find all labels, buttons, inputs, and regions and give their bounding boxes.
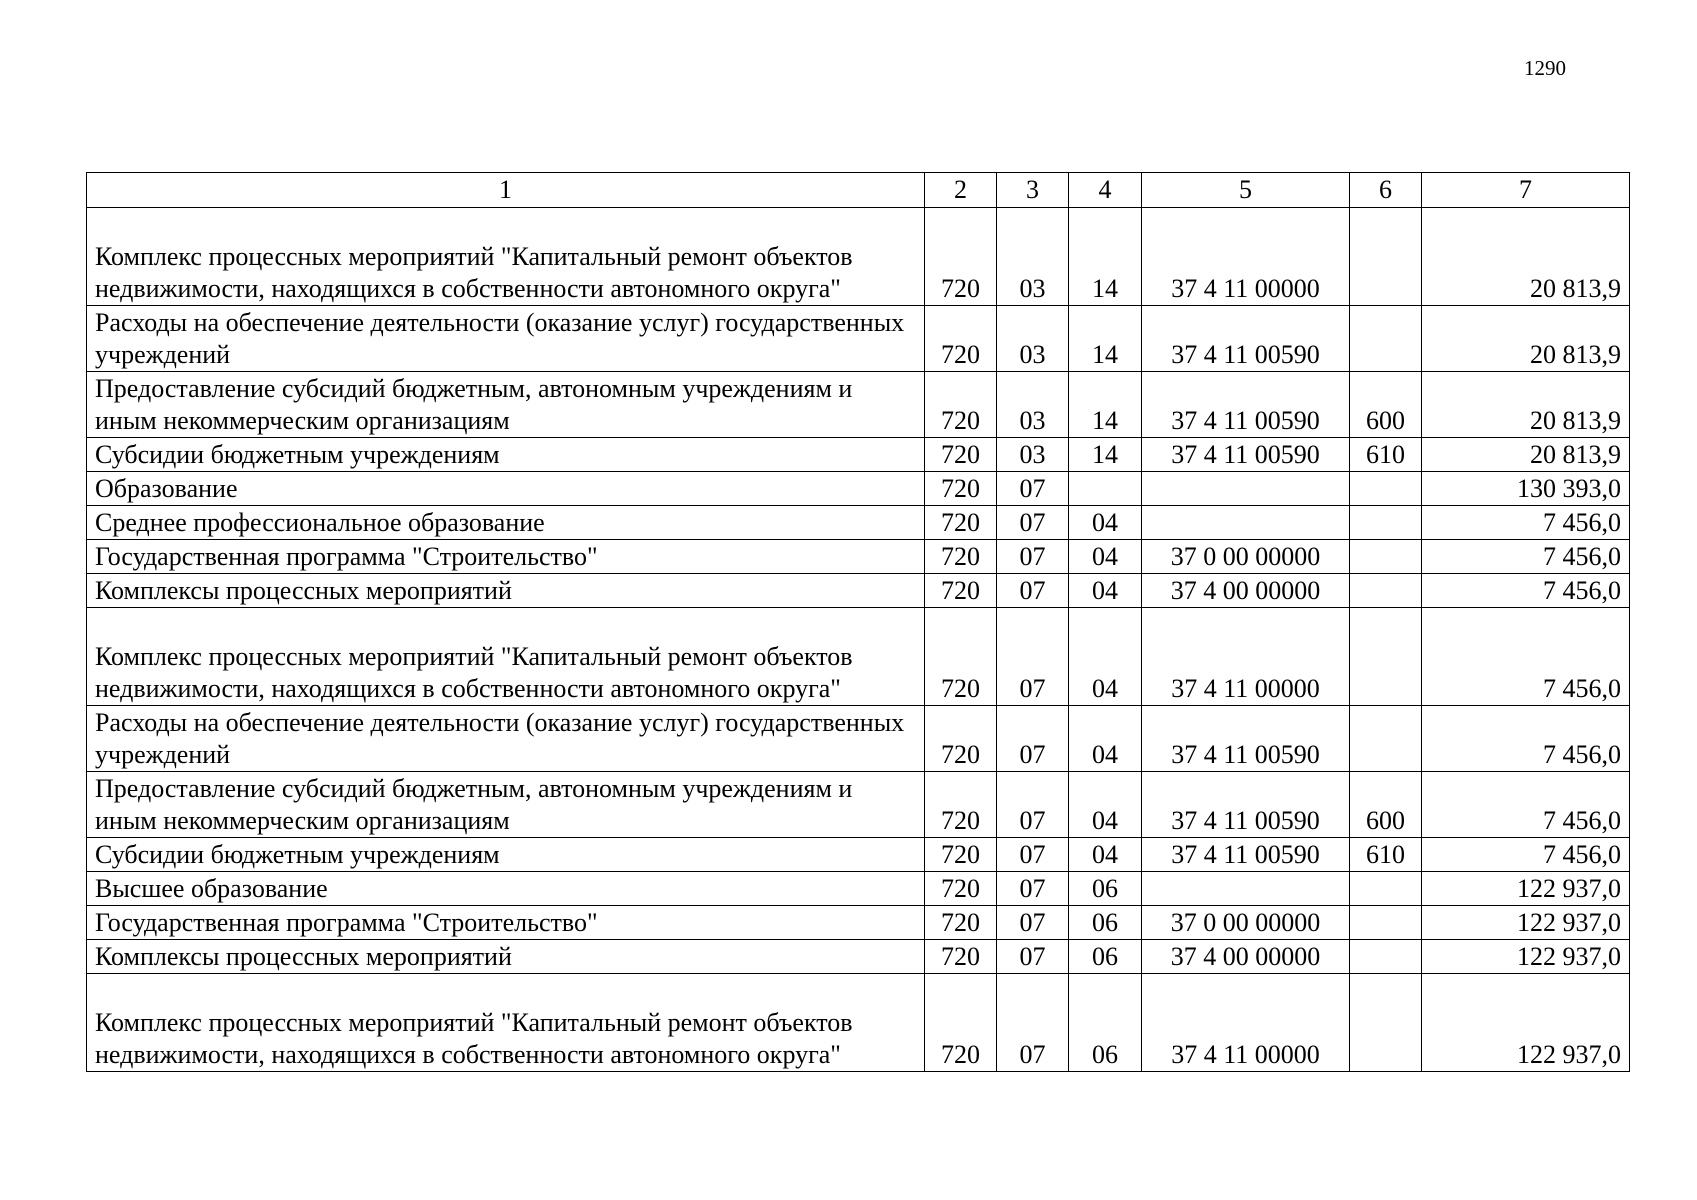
column-header-5: 5 bbox=[1142, 173, 1350, 208]
code-expense-type: 600 bbox=[1350, 372, 1422, 438]
code-subsection: 14 bbox=[1069, 372, 1142, 438]
code-subsection: 04 bbox=[1069, 838, 1142, 872]
row-name: Комплекс процессных мероприятий "Капитальный ремонт объектов недвижимости, находящихся в собственности автономного округа" bbox=[87, 608, 925, 706]
code-section: 07 bbox=[997, 940, 1069, 974]
row-name: Высшее образование bbox=[87, 872, 925, 906]
code-target-article: 37 4 11 00590 bbox=[1142, 706, 1350, 772]
row-amount: 7 456,0 bbox=[1422, 838, 1630, 872]
row-amount: 7 456,0 bbox=[1422, 706, 1630, 772]
code-subsection bbox=[1069, 472, 1142, 506]
code-ministry: 720 bbox=[925, 608, 997, 706]
row-amount: 122 937,0 bbox=[1422, 940, 1630, 974]
code-expense-type bbox=[1350, 872, 1422, 906]
code-target-article: 37 4 11 00590 bbox=[1142, 838, 1350, 872]
code-expense-type bbox=[1350, 608, 1422, 706]
header-row bbox=[87, 173, 1630, 208]
code-section: 07 bbox=[997, 906, 1069, 940]
code-ministry: 720 bbox=[925, 906, 997, 940]
code-subsection: 06 bbox=[1069, 906, 1142, 940]
code-target-article: 37 0 00 00000 bbox=[1142, 540, 1350, 574]
row-amount: 7 456,0 bbox=[1422, 608, 1630, 706]
row-amount: 20 813,9 bbox=[1422, 306, 1630, 372]
code-subsection: 04 bbox=[1069, 706, 1142, 772]
table-row bbox=[87, 574, 1630, 608]
row-name: Комплекс процессных мероприятий "Капитальный ремонт объектов недвижимости, находящихся в собственности автономного округа" bbox=[87, 974, 925, 1072]
code-target-article bbox=[1142, 506, 1350, 540]
code-subsection: 04 bbox=[1069, 772, 1142, 838]
code-ministry: 720 bbox=[925, 772, 997, 838]
row-name: Образование bbox=[87, 472, 925, 506]
code-expense-type bbox=[1350, 306, 1422, 372]
code-expense-type bbox=[1350, 706, 1422, 772]
code-section: 07 bbox=[997, 838, 1069, 872]
row-name: Среднее профессиональное образование bbox=[87, 506, 925, 540]
code-section: 07 bbox=[997, 472, 1069, 506]
row-name: Комплексы процессных мероприятий bbox=[87, 574, 925, 608]
table-row bbox=[87, 872, 1630, 906]
row-name: Предоставление субсидий бюджетным, автономным учреждениям и иным некоммерческим организациям bbox=[87, 372, 925, 438]
column-header-1: 1 bbox=[87, 173, 925, 208]
table-row bbox=[87, 772, 1630, 838]
code-subsection: 04 bbox=[1069, 608, 1142, 706]
code-subsection: 04 bbox=[1069, 540, 1142, 574]
table-row bbox=[87, 838, 1630, 872]
table-row bbox=[87, 208, 1630, 306]
code-section: 07 bbox=[997, 540, 1069, 574]
code-expense-type: 610 bbox=[1350, 838, 1422, 872]
code-expense-type bbox=[1350, 906, 1422, 940]
row-amount: 20 813,9 bbox=[1422, 372, 1630, 438]
code-section: 07 bbox=[997, 706, 1069, 772]
code-target-article: 37 4 11 00000 bbox=[1142, 608, 1350, 706]
row-name: Государственная программа "Строительство" bbox=[87, 540, 925, 574]
budget-table bbox=[86, 172, 1630, 1072]
table-row bbox=[87, 706, 1630, 772]
code-target-article bbox=[1142, 872, 1350, 906]
code-target-article: 37 4 11 00590 bbox=[1142, 372, 1350, 438]
code-section: 07 bbox=[997, 872, 1069, 906]
table-row bbox=[87, 372, 1630, 438]
page-number: 1290 bbox=[1524, 56, 1566, 80]
code-ministry: 720 bbox=[925, 974, 997, 1072]
column-header-2: 2 bbox=[925, 173, 997, 208]
row-amount: 7 456,0 bbox=[1422, 772, 1630, 838]
table-row bbox=[87, 306, 1630, 372]
table-row bbox=[87, 506, 1630, 540]
row-name: Государственная программа "Строительство" bbox=[87, 906, 925, 940]
table-row bbox=[87, 540, 1630, 574]
row-amount: 122 937,0 bbox=[1422, 872, 1630, 906]
row-amount: 7 456,0 bbox=[1422, 540, 1630, 574]
row-name: Субсидии бюджетным учреждениям bbox=[87, 438, 925, 472]
column-header-3: 3 bbox=[997, 173, 1069, 208]
row-amount: 7 456,0 bbox=[1422, 506, 1630, 540]
row-name: Комплекс процессных мероприятий "Капитальный ремонт объектов недвижимости, находящихся в собственности автономного округа" bbox=[87, 208, 925, 306]
code-target-article: 37 4 11 00000 bbox=[1142, 974, 1350, 1072]
code-target-article: 37 4 00 00000 bbox=[1142, 574, 1350, 608]
row-name: Предоставление субсидий бюджетным, автономным учреждениям и иным некоммерческим организациям bbox=[87, 772, 925, 838]
code-ministry: 720 bbox=[925, 208, 997, 306]
code-ministry: 720 bbox=[925, 540, 997, 574]
code-subsection: 14 bbox=[1069, 208, 1142, 306]
code-subsection: 06 bbox=[1069, 974, 1142, 1072]
code-ministry: 720 bbox=[925, 706, 997, 772]
code-expense-type bbox=[1350, 540, 1422, 574]
column-header-6: 6 bbox=[1350, 173, 1422, 208]
column-header-7: 7 bbox=[1422, 173, 1630, 208]
row-amount: 20 813,9 bbox=[1422, 438, 1630, 472]
code-section: 03 bbox=[997, 372, 1069, 438]
table-row bbox=[87, 906, 1630, 940]
code-expense-type bbox=[1350, 974, 1422, 1072]
code-section: 07 bbox=[997, 974, 1069, 1072]
table-row bbox=[87, 940, 1630, 974]
code-expense-type bbox=[1350, 472, 1422, 506]
row-name: Субсидии бюджетным учреждениям bbox=[87, 838, 925, 872]
code-expense-type bbox=[1350, 208, 1422, 306]
table-row bbox=[87, 608, 1630, 706]
code-target-article: 37 4 11 00590 bbox=[1142, 772, 1350, 838]
code-subsection: 04 bbox=[1069, 574, 1142, 608]
code-target-article: 37 4 00 00000 bbox=[1142, 940, 1350, 974]
code-section: 03 bbox=[997, 306, 1069, 372]
table-body bbox=[87, 208, 1630, 1072]
code-ministry: 720 bbox=[925, 372, 997, 438]
code-ministry: 720 bbox=[925, 872, 997, 906]
code-section: 07 bbox=[997, 608, 1069, 706]
code-section: 07 bbox=[997, 574, 1069, 608]
code-ministry: 720 bbox=[925, 306, 997, 372]
code-section: 07 bbox=[997, 506, 1069, 540]
code-section: 03 bbox=[997, 438, 1069, 472]
code-target-article bbox=[1142, 472, 1350, 506]
row-amount: 122 937,0 bbox=[1422, 974, 1630, 1072]
code-ministry: 720 bbox=[925, 838, 997, 872]
code-subsection: 06 bbox=[1069, 940, 1142, 974]
row-amount: 130 393,0 bbox=[1422, 472, 1630, 506]
code-target-article: 37 4 11 00590 bbox=[1142, 438, 1350, 472]
code-ministry: 720 bbox=[925, 472, 997, 506]
code-target-article: 37 4 11 00590 bbox=[1142, 306, 1350, 372]
table-row bbox=[87, 472, 1630, 506]
code-target-article: 37 0 00 00000 bbox=[1142, 906, 1350, 940]
code-target-article: 37 4 11 00000 bbox=[1142, 208, 1350, 306]
code-expense-type bbox=[1350, 940, 1422, 974]
code-section: 07 bbox=[997, 772, 1069, 838]
code-subsection: 04 bbox=[1069, 506, 1142, 540]
code-ministry: 720 bbox=[925, 940, 997, 974]
row-name: Расходы на обеспечение деятельности (оказание услуг) государственных учреждений bbox=[87, 306, 925, 372]
code-subsection: 06 bbox=[1069, 872, 1142, 906]
code-section: 03 bbox=[997, 208, 1069, 306]
code-expense-type: 610 bbox=[1350, 438, 1422, 472]
code-subsection: 14 bbox=[1069, 438, 1142, 472]
table-row bbox=[87, 974, 1630, 1072]
column-header-4: 4 bbox=[1069, 173, 1142, 208]
code-ministry: 720 bbox=[925, 506, 997, 540]
row-amount: 122 937,0 bbox=[1422, 906, 1630, 940]
code-expense-type bbox=[1350, 574, 1422, 608]
row-name: Комплексы процессных мероприятий bbox=[87, 940, 925, 974]
row-amount: 20 813,9 bbox=[1422, 208, 1630, 306]
code-expense-type: 600 bbox=[1350, 772, 1422, 838]
code-ministry: 720 bbox=[925, 574, 997, 608]
row-amount: 7 456,0 bbox=[1422, 574, 1630, 608]
code-ministry: 720 bbox=[925, 438, 997, 472]
code-expense-type bbox=[1350, 506, 1422, 540]
table-row bbox=[87, 438, 1630, 472]
row-name: Расходы на обеспечение деятельности (оказание услуг) государственных учреждений bbox=[87, 706, 925, 772]
code-subsection: 14 bbox=[1069, 306, 1142, 372]
